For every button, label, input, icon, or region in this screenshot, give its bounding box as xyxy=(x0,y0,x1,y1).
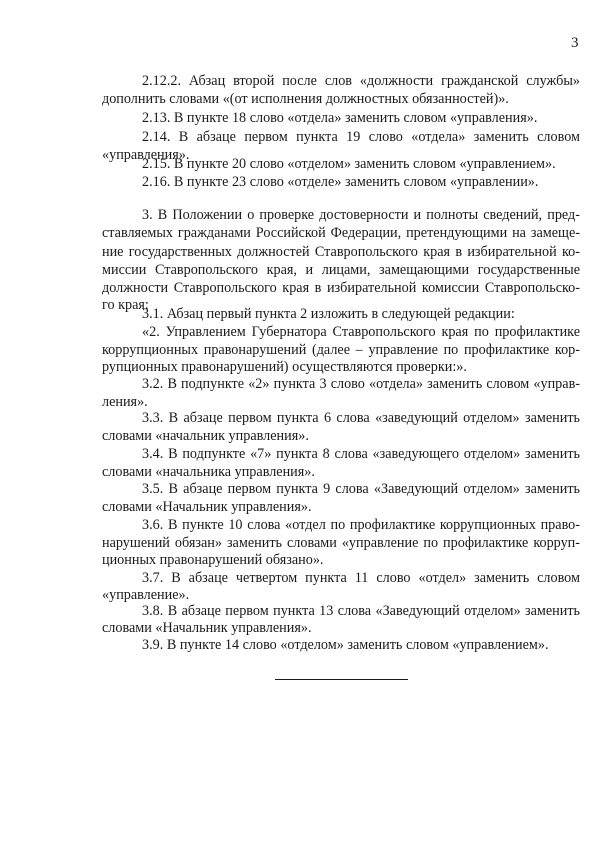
text-line: ционных правонарушений обязано». xyxy=(102,552,324,568)
text-line: 2.16. В пункте 23 слово «отделе» заменить словом «управлении». xyxy=(142,174,539,190)
text-line: 2.14. В абзаце первом пункта 19 слово «отдела» заменить словом xyxy=(142,129,580,145)
text-line: 3.4. В подпункте «7» пункта 8 слова «заведующего отделом» заменить xyxy=(142,446,580,462)
text-line: ние государственных должностей Ставропольского края в избирательной ко- xyxy=(102,244,580,260)
text-line: го края: xyxy=(102,297,149,313)
text-line: 3.9. В пункте 14 слово «отделом» заменить словом «управлением». xyxy=(142,637,549,653)
text-line: «управления». xyxy=(102,147,190,163)
text-line: 3.6. В пункте 10 слова «отдел по профилактике коррупционных право- xyxy=(142,517,580,533)
text-line: 2.13. В пункте 18 слово «отдела» заменить словом «управления». xyxy=(142,110,538,126)
text-line: 3.3. В абзаце первом пункта 6 слова «заведующий отделом» заменить xyxy=(142,410,580,426)
text-line: ставляемых гражданами Российской Федерации, претендующими на замеще- xyxy=(102,225,580,241)
page-number: 3 xyxy=(571,35,579,51)
text-line: словами «Начальник управления». xyxy=(102,499,312,515)
text-line: 3.7. В абзаце четвертом пункта 11 слово «отдел» заменить словом xyxy=(142,570,580,586)
text-line: словами «начальник управления». xyxy=(102,428,309,444)
text-line: дополнить словами «(от исполнения должностных обязанностей)». xyxy=(102,91,509,107)
text-line: 3. В Положении о проверке достоверности и полноты сведений, пред- xyxy=(142,207,580,223)
text-line: 3.5. В абзаце первом пункта 9 слова «Заведующий отделом» заменить xyxy=(142,481,580,497)
text-line: 3.1. Абзац первый пункта 2 изложить в следующей редакции: xyxy=(142,306,515,322)
text-line: словами «начальника управления». xyxy=(102,464,315,480)
text-line: 3.2. В подпункте «2» пункта 3 слово «отдела» заменить словом «управ- xyxy=(142,376,580,392)
closing-rule xyxy=(275,679,408,680)
text-line: ления». xyxy=(102,394,148,410)
text-line: «управление». xyxy=(102,587,190,603)
text-line: нарушений обязан» заменить словами «управление по профилактике корруп- xyxy=(102,535,580,551)
text-line: «2. Управлением Губернатора Ставропольского края по профилактике xyxy=(142,324,580,340)
text-line: 2.15. В пункте 20 слово «отделом» заменить словом «управлением». xyxy=(142,156,556,172)
text-line: рупционных правонарушений) осуществляются проверки:». xyxy=(102,359,467,375)
text-line: 2.12.2. Абзац второй после слов «должности гражданской службы» xyxy=(142,73,580,89)
text-line: 3.8. В абзаце первом пункта 13 слова «Заведующий отделом» заменить xyxy=(142,603,580,619)
text-line: должности Ставропольского края в избирательной комиссии Ставропольско- xyxy=(102,280,580,296)
text-line: миссии Ставропольского края, и лицами, замещающими государственные xyxy=(102,262,580,278)
text-line: словами «Начальник управления». xyxy=(102,620,312,636)
text-line: коррупционных правонарушений (далее – управление по профилактике кор- xyxy=(102,342,580,358)
